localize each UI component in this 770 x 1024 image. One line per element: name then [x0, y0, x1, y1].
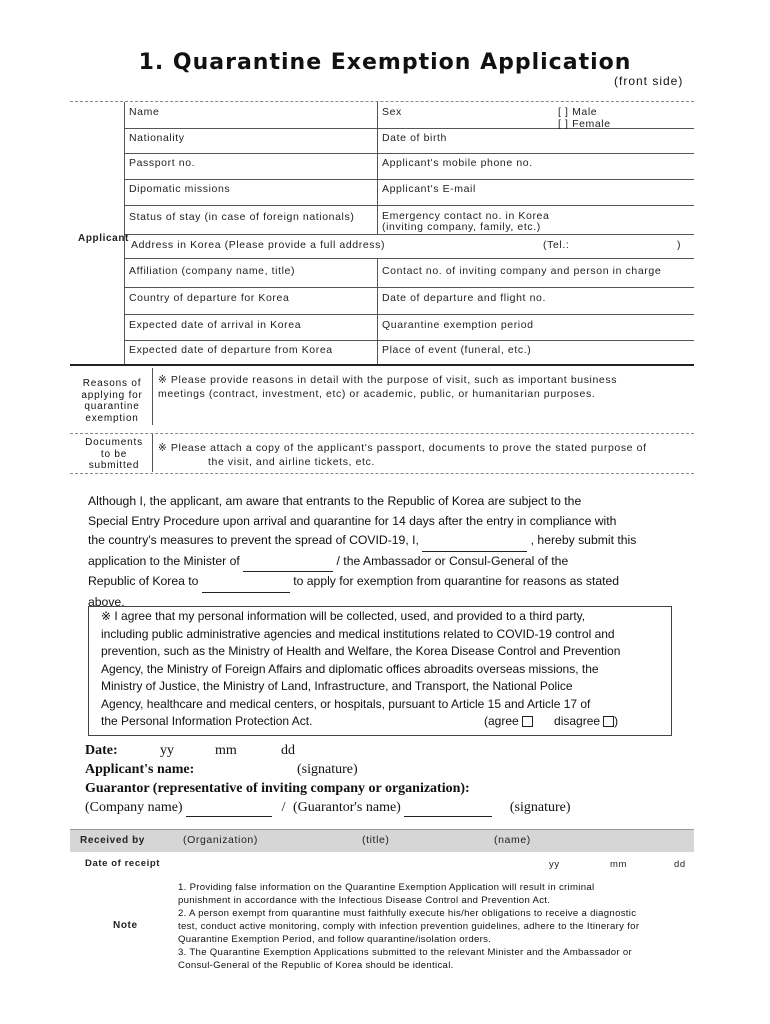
email-label[interactable]: Applicant's E-mail	[382, 183, 476, 195]
documents-text[interactable]: ※ Please attach a copy of the applicant's passport, documents to prove the stated purpose of the visit, and airline tickets, etc.	[158, 442, 647, 468]
section-divider	[70, 364, 694, 366]
guarantor-label: Guarantor (representative of inviting company or organization):	[85, 781, 470, 796]
receipt-label: Date of receipt	[85, 858, 160, 869]
inviting-contact-label[interactable]: Contact no. of inviting company and person in charge	[382, 265, 662, 277]
status-label[interactable]: Status of stay (in case of foreign nationals)	[129, 211, 355, 223]
note-text: 1. Providing false information on the Quarantine Exemption Application will result in criminal punishment in accordance with the Infectious Disease Control and Prevention Act. 2. A person exempt from quarantine must faithfully execute his/her obligations to receive a diagnostic test, conduct active monitoring, comply with infection prevention guidelines, adhere to the Itinerary for Quarantine Exemption Period, and follow quarantine/isolation orders. 3. The Quarantine Exemption Applications submitted to the relevant Minister and the Ambassador or Consul-General of the Republic of Korea should be identical.	[178, 882, 640, 971]
departure-korea-label[interactable]: Expected date of departure from Korea	[129, 344, 333, 356]
date-dd[interactable]: dd	[281, 743, 295, 758]
grid-mid-divider-2	[377, 258, 378, 364]
flight-label[interactable]: Date of departure and flight no.	[382, 292, 546, 304]
grid-mid-divider-1	[377, 102, 378, 234]
tel-label: (Tel.:	[543, 239, 570, 251]
received-organization[interactable]: (Organization)	[183, 834, 258, 846]
arrival-label[interactable]: Expected date of arrival in Korea	[129, 319, 302, 331]
date-yy[interactable]: yy	[160, 743, 174, 758]
row-divider	[124, 179, 694, 180]
received-title[interactable]: (title)	[362, 834, 390, 846]
front-side-label: (front side)	[614, 74, 684, 88]
row-divider	[124, 153, 694, 154]
row-divider	[124, 340, 694, 341]
row-divider	[124, 314, 694, 315]
agree-checkbox[interactable]	[522, 716, 533, 727]
sex-female-checkbox[interactable]: [ ] Female	[558, 118, 611, 130]
event-place-label[interactable]: Place of event (funeral, etc.)	[382, 344, 532, 356]
country-blank[interactable]	[202, 572, 290, 593]
receipt-yy[interactable]: yy	[549, 859, 560, 870]
name-label[interactable]: Name	[129, 106, 160, 118]
receipt-mm[interactable]: mm	[610, 859, 628, 870]
applicant-label: Applicant	[78, 233, 129, 244]
reasons-divider-line	[70, 433, 694, 434]
reasons-divider	[152, 368, 153, 425]
declaration-paragraph: Although I, the applicant, am aware that entrants to the Republic of Korea are subject to the Special Entry Procedure upon arrival and quarantine for 14 days after the entry in compliance with the country's measures to prevent the spread of COVID-19, I, , hereby submit this application to the Minister of / the Ambassador or Consul-General of the Republic of Korea to to apply for exemption from quarantine for reasons as stated above.	[88, 494, 637, 609]
row-divider	[124, 287, 694, 288]
documents-divider	[152, 434, 153, 472]
emergency-label[interactable]: Emergency contact no. in Korea	[382, 210, 550, 222]
applicant-name-label: Applicant's name:	[85, 762, 195, 777]
reasons-text[interactable]: ※ Please provide reasons in detail with the purpose of visit, such as important business meetings (contract, investment, etc) or academic, public, or humanitarian purposes.	[158, 374, 618, 400]
affiliation-label[interactable]: Affiliation (company name, title)	[129, 265, 296, 277]
emergency-sub-label: (inviting company, family, etc.)	[382, 221, 541, 233]
reasons-label: Reasons of applying for quarantine exemption	[81, 378, 143, 424]
guarantor-row: (Company name) / (Guarantor's name) (signature)	[85, 800, 571, 815]
documents-label: Documents to be submitted	[85, 437, 143, 471]
disagree-checkbox[interactable]	[603, 716, 614, 727]
row-divider	[124, 234, 694, 235]
applicant-name-blank[interactable]	[422, 531, 527, 552]
sex-male-checkbox[interactable]: [ ] Male	[558, 106, 598, 118]
guarantor-name-blank[interactable]	[404, 800, 492, 817]
tel-close: )	[677, 239, 682, 251]
country-departure-label[interactable]: Country of departure for Korea	[129, 292, 290, 304]
sex-label: Sex	[382, 106, 402, 118]
passport-label[interactable]: Passport no.	[129, 157, 196, 169]
row-divider	[124, 258, 694, 259]
dob-label[interactable]: Date of birth	[382, 132, 447, 144]
received-name[interactable]: (name)	[494, 834, 531, 846]
page-title: 1. Quarantine Exemption Application	[138, 50, 632, 75]
nationality-label[interactable]: Nationality	[129, 132, 185, 144]
period-label[interactable]: Quarantine exemption period	[382, 319, 534, 331]
company-name-blank[interactable]	[186, 800, 272, 817]
minister-blank[interactable]	[243, 552, 333, 573]
consent-text: ※ I agree that my personal information will be collected, used, and provided to a third party, including public administrative agencies and medical institutions related to COVID-19 control and prevention, such as the Ministry of Health and Welfare, the Korea Disease Control and Prevention Agency, the Ministry of Foreign Affairs and diplomatic offices abroadits overseas missions, the Ministry of Justice, the Ministry of Land, Infrastructure, and Transport, the National Police Agency, healthcare and medical centers, or hospitals, pursuant to Article 15 and Article 17 of the Personal Information Protection Act. (agree disagree )	[101, 609, 621, 728]
received-label: Received by	[80, 835, 145, 846]
date-label: Date:	[85, 743, 118, 758]
diplomatic-label[interactable]: Dipomatic missions	[129, 183, 231, 195]
receipt-dd[interactable]: dd	[674, 859, 686, 870]
documents-bottom-line	[70, 473, 694, 474]
note-label: Note	[113, 920, 138, 931]
guarantor-signature[interactable]: (signature)	[509, 800, 571, 815]
date-mm[interactable]: mm	[215, 743, 237, 758]
address-label[interactable]: Address in Korea (Please provide a full address)	[131, 239, 386, 251]
row-divider	[124, 205, 694, 206]
top-divider	[70, 101, 694, 102]
applicant-signature[interactable]: (signature)	[297, 762, 358, 777]
mobile-label[interactable]: Applicant's mobile phone no.	[382, 157, 533, 169]
